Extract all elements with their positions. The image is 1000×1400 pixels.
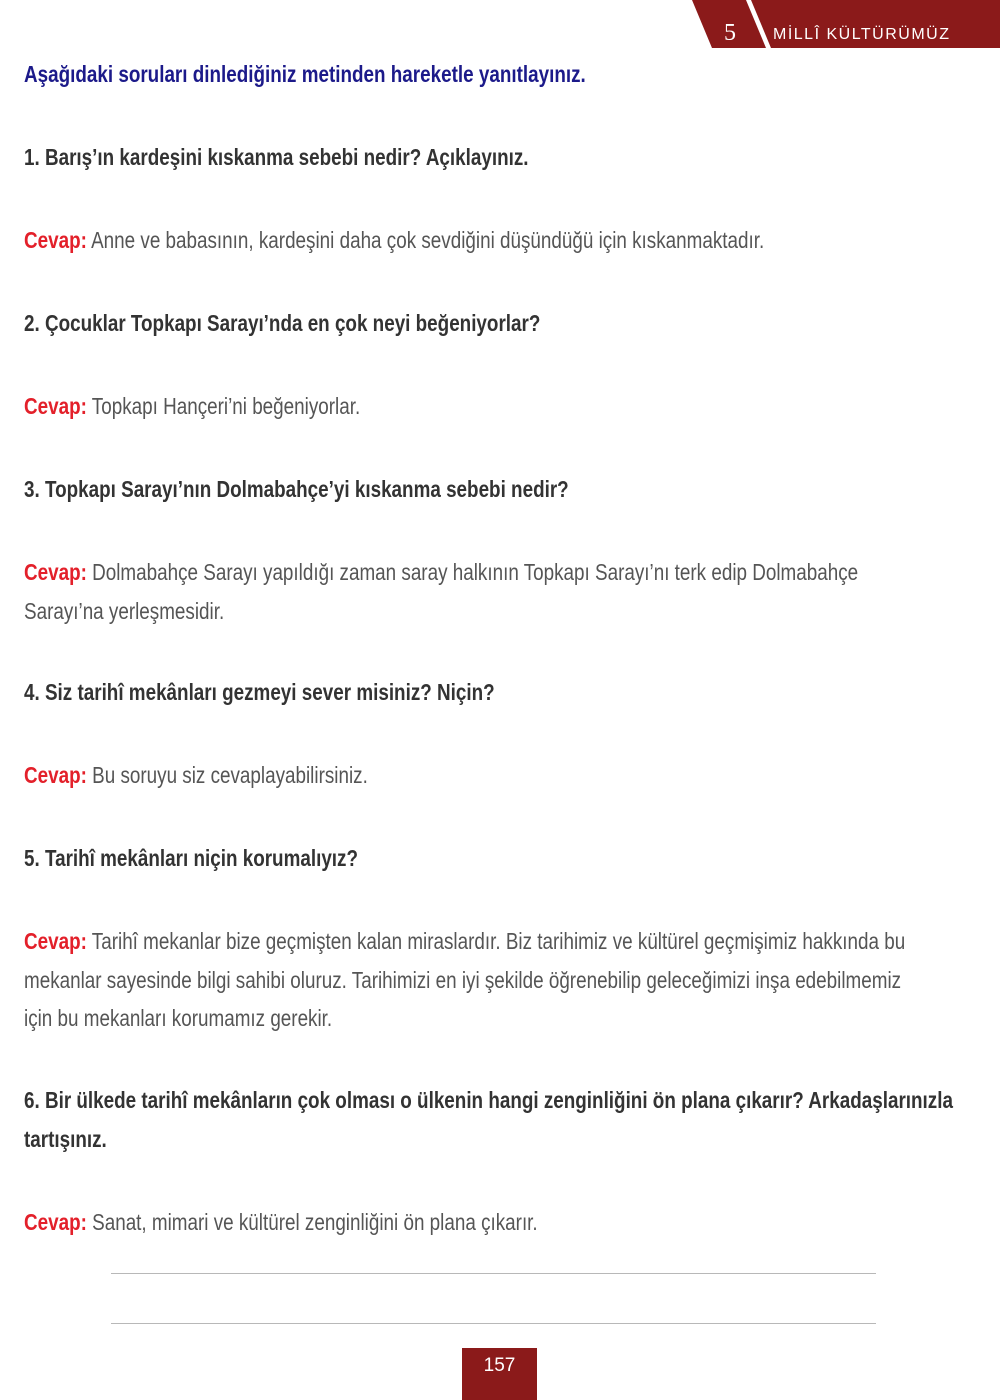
question-text: 6. Bir ülkede tarihî mekânların çok olması o ülkenin hangi zenginliğini ön plana çıkarır? Arkadaşlarınızla	[24, 1087, 953, 1113]
answer-5	[24, 922, 1000, 1038]
question-3	[24, 470, 1000, 509]
answer-text: Topkapı Hançeri’ni beğeniyorlar.	[91, 393, 361, 419]
question-6	[24, 1081, 1000, 1158]
answer-line	[24, 553, 1000, 592]
answer-line	[24, 922, 1000, 961]
answer-text: Anne ve babasının, kardeşini daha çok sevdiğini düşündüğü için kıskanmaktadır.	[91, 227, 765, 253]
instruction	[24, 55, 1000, 94]
answer-label: Cevap:	[24, 928, 87, 954]
answer-text: Bu soruyu siz cevaplayabilirsiniz.	[92, 762, 368, 788]
answer-3	[24, 553, 1000, 630]
question-text: 4. Siz tarihî mekânları gezmeyi sever misiniz? Niçin?	[24, 679, 495, 705]
answer-label: Cevap:	[24, 559, 87, 585]
question-text: 5. Tarihî mekânları niçin korumalıyız?	[24, 845, 359, 871]
answer-label: Cevap:	[24, 393, 87, 419]
answer-label: Cevap:	[24, 762, 87, 788]
chapter-number: 5	[724, 20, 736, 46]
answer-text: Dolmabahçe Sarayı yapıldığı zaman saray halkının Topkapı Sarayı’nı terk edip Dolmabahçe	[92, 559, 859, 585]
answer-line	[24, 221, 1000, 260]
answer-text: Sarayı’na yerleşmesidir.	[24, 597, 225, 624]
answer-text: Sanat, mimari ve kültürel zenginliğini ön plana çıkarır.	[92, 1209, 538, 1235]
answer-4	[24, 756, 1000, 795]
answer-line	[24, 1203, 1000, 1242]
question-2	[24, 304, 1000, 343]
answer-rule	[111, 1273, 876, 1274]
answer-line	[24, 756, 1000, 795]
answer-line	[24, 961, 1000, 1000]
answer-text: için bu mekanları korumamız gerekir.	[24, 1005, 333, 1031]
answer-1	[24, 221, 1000, 260]
answer-label: Cevap:	[24, 1209, 87, 1235]
question-text: tartışınız.	[24, 1125, 107, 1152]
answer-line	[24, 999, 1000, 1038]
answer-2	[24, 387, 1000, 426]
question-text: 2. Çocuklar Topkapı Sarayı’nda en çok neyi beğeniyorlar?	[24, 310, 541, 336]
question-1	[24, 138, 1000, 177]
question-4	[24, 673, 1000, 712]
question-text: 3. Topkapı Sarayı’nın Dolmabahçe’yi kıskanma sebebi nedir?	[24, 476, 569, 502]
page-number: 157	[462, 1348, 537, 1400]
answer-line	[24, 387, 1000, 426]
answer-label: Cevap:	[24, 227, 87, 253]
answer-text: Tarihî mekanlar bize geçmişten kalan miraslardır. Biz tarihimiz ve kültürel geçmişimiz hakkında bu	[91, 928, 906, 954]
question-5	[24, 839, 1000, 878]
answer-6	[24, 1203, 1000, 1242]
answer-text: mekanlar sayesinde bilgi sahibi oluruz. Tarihimizi en iyi şekilde öğrenebilip geleceğimizi inşa edebilmemiz	[24, 966, 902, 993]
answer-rule	[111, 1323, 876, 1324]
answer-line	[24, 592, 1000, 631]
question-text: 1. Barış’ın kardeşini kıskanma sebebi nedir? Açıklayınız.	[24, 144, 529, 170]
chapter-title: MİLLÎ KÜLTÜRÜMÜZ	[773, 26, 951, 43]
instruction-text: Aşağıdaki soruları dinlediğiniz metinden hareketle yanıtlayınız.	[24, 61, 586, 87]
